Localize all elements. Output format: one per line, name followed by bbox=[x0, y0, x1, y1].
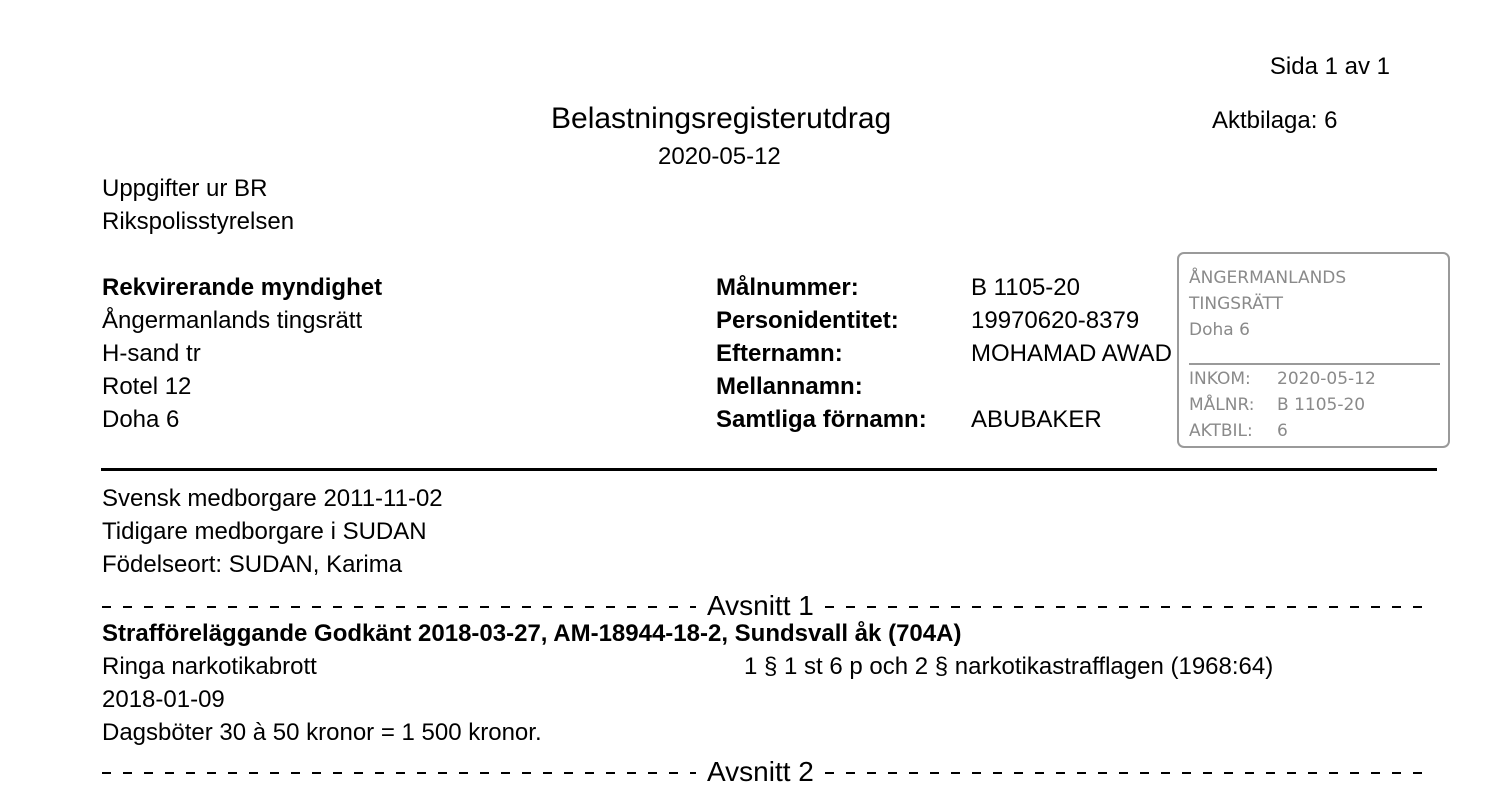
citizen-line-3: Födelseort: SUDAN, Karima bbox=[102, 551, 403, 578]
source-line-2: Rikspolisstyrelsen bbox=[102, 208, 295, 235]
requester-line: Rotel 12 bbox=[102, 373, 192, 400]
source-block bbox=[102, 172, 294, 238]
fornamn-label: Samtliga förnamn: bbox=[716, 406, 927, 433]
case-values bbox=[971, 271, 1172, 436]
dashed-rule bbox=[825, 772, 1422, 774]
entry-penalty: Dagsböter 30 à 50 kronor = 1 500 kronor. bbox=[102, 719, 542, 746]
entry-date: 2018-01-09 bbox=[102, 686, 225, 713]
entry-crime: Ringa narkotikabrott bbox=[102, 653, 317, 680]
case-labels bbox=[716, 271, 927, 436]
stamp-court-line-2: TINGSRÄTT bbox=[1189, 294, 1283, 314]
requester-line: Ångermanlands tingsrätt bbox=[102, 307, 363, 334]
section-divider bbox=[102, 757, 1422, 787]
personid-label: Personidentitet: bbox=[716, 307, 899, 334]
stamp-aktbil-row bbox=[1189, 418, 1376, 444]
mellannamn-label: Mellannamn: bbox=[716, 373, 863, 400]
page-number: Sida 1 av 1 bbox=[1269, 53, 1390, 80]
stamp-court-line-1: ÅNGERMANLANDS bbox=[1189, 268, 1347, 288]
source-line-1: Uppgifter ur BR bbox=[102, 175, 268, 202]
stamp-inkom-label: INKOM: bbox=[1189, 369, 1251, 389]
personid-value: 19970620-8379 bbox=[971, 307, 1140, 334]
malnummer-label: Målnummer: bbox=[716, 274, 859, 301]
section-label: Avsnitt 2 bbox=[707, 756, 814, 787]
dashed-rule bbox=[825, 606, 1422, 608]
stamp-court bbox=[1189, 265, 1346, 343]
stamp-inkom-row bbox=[1189, 366, 1376, 392]
citizenship-block bbox=[102, 482, 443, 581]
efternamn-label: Efternamn: bbox=[716, 340, 843, 367]
stamp-aktbil-label: AKTBIL: bbox=[1189, 421, 1253, 441]
stamp-malnr-row bbox=[1189, 392, 1376, 418]
court-received-stamp bbox=[1177, 252, 1450, 448]
dashed-rule bbox=[102, 606, 696, 608]
efternamn-value: MOHAMAD AWAD bbox=[971, 340, 1172, 367]
aktbilaga-label: Aktbilaga: 6 bbox=[1212, 107, 1338, 134]
stamp-malnr-value: B 1105-20 bbox=[1277, 395, 1366, 415]
stamp-unit: Doha 6 bbox=[1189, 320, 1250, 340]
document-date: 2020-05-12 bbox=[658, 143, 781, 170]
stamp-malnr-label: MÅLNR: bbox=[1189, 395, 1255, 415]
stamp-inkom-value: 2020-05-12 bbox=[1277, 369, 1376, 389]
malnummer-value: B 1105-20 bbox=[971, 274, 1080, 301]
citizen-line-2: Tidigare medborgare i SUDAN bbox=[102, 518, 427, 545]
section-label: Avsnitt 1 bbox=[707, 590, 814, 621]
document-title: Belastningsregisterutdrag bbox=[551, 102, 892, 135]
fornamn-value: ABUBAKER bbox=[971, 406, 1102, 433]
requester-line: Doha 6 bbox=[102, 406, 180, 433]
header-rule bbox=[101, 468, 1437, 471]
requester-block bbox=[102, 271, 382, 436]
stamp-fields bbox=[1189, 366, 1376, 444]
requester-line: H-sand tr bbox=[102, 340, 201, 367]
entry-heading: Strafföreläggande Godkänt 2018-03-27, AM-18944-18-2, Sundsvall åk (704A) bbox=[102, 620, 962, 647]
mellannamn-value bbox=[971, 370, 1172, 403]
stamp-divider bbox=[1189, 363, 1440, 365]
citizen-line-1: Svensk medborgare 2011-11-02 bbox=[102, 485, 443, 512]
dashed-rule bbox=[102, 772, 696, 774]
requester-heading: Rekvirerande myndighet bbox=[102, 274, 383, 301]
stamp-aktbil-value: 6 bbox=[1277, 421, 1288, 441]
entry-law-reference: 1 § 1 st 6 p och 2 § narkotikastrafflagen (1968:64) bbox=[744, 653, 1274, 680]
